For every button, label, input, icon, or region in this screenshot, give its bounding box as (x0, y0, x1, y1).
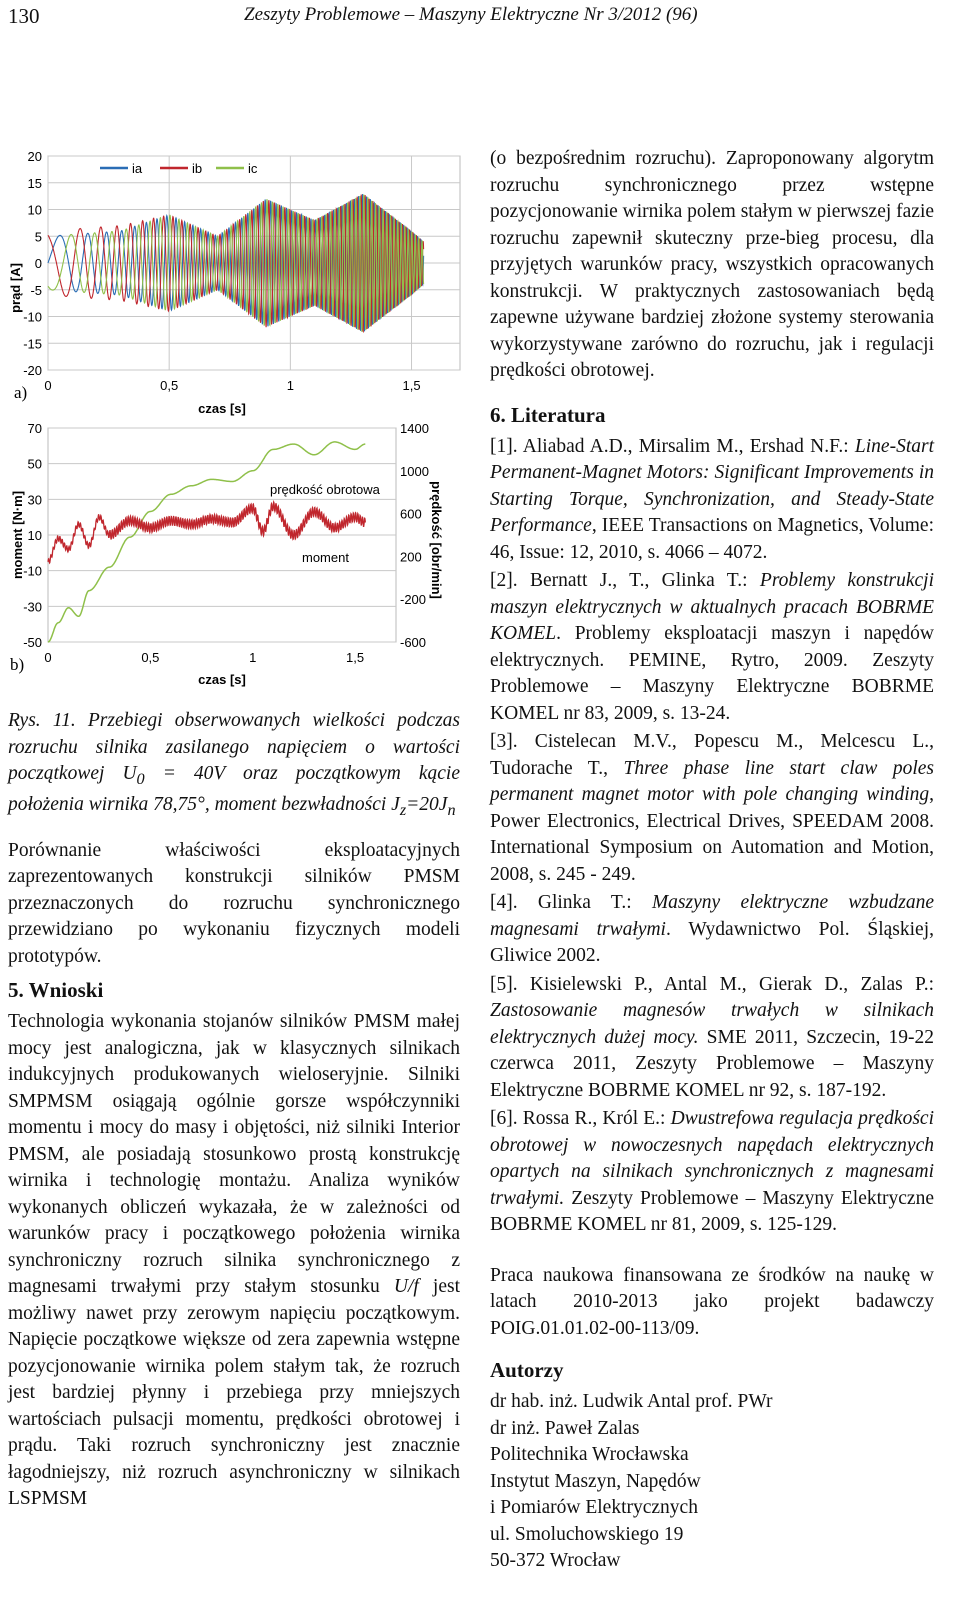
reference-details: . Wydawnictwo Pol. Śląskiej, Gliwice 2002. (490, 918, 934, 966)
chart-moment-speed (0, 420, 470, 690)
chart-a-xtick: 0 (44, 378, 52, 393)
chart-b-yticks (23, 421, 42, 650)
legend-label-ib: ib (192, 161, 203, 176)
chart-b-ytick: -10 (23, 563, 42, 579)
reference-item (490, 972, 934, 1105)
page-number: 130 (8, 4, 40, 28)
chart-b-ytick-right: -600 (400, 635, 427, 650)
reference-details: SME 2011, Szczecin, 19-22 czerwca 2011, Zeszyty Problemowe – Maszyny Elektryczne BOBRME KOMEL nr 92, s. 187-192. (490, 1026, 934, 1101)
paragraph-continuation: (o bezpośrednim rozruchu). Zaproponowany algorytm rozruchu synchronicznego przez wstępne pozycjonowanie wirnika polem stałym w pierwszej fazie rozruchu zapewnił skuteczny prze-bieg procesu, dla przyjętych warunków pracy, wszystkich opracowanych konstrukcji. W praktycznych zastosowaniach będą zapewne używane bardziej złożone systemy sterowania wykorzystywane zarówno do rozruchu, jak i regulacji prędkości obrotowej. (490, 148, 935, 381)
chart-a-ytick: 10 (27, 202, 42, 218)
chart-b-ytick: 30 (27, 492, 42, 508)
reference-title: Dwustrefowa regulacja prędkości obrotowej w nowoczesnych napędach elektrycznych opartych na silnikach synchronicznych z magnesami trwałymi. (490, 1108, 934, 1209)
legend-label-ic: ic (248, 161, 258, 176)
reference-authors: [4]. Glinka T.: (490, 892, 652, 913)
reference-authors: [1]. Aliabad A.D., Mirsalim M., Ershad N.F.: (490, 435, 855, 457)
reference-authors: [2]. Bernatt J., T., Glinka T.: (490, 570, 760, 591)
chart-b-ytick-right: 1400 (400, 421, 429, 436)
funding-note: Praca naukowa finansowana ze środków na naukę w latach 2010-2013 jako projekt badawczy POIG.01.01.02-00-113/09. (490, 1264, 934, 1339)
caption-text-2: = 40V oraz początkowym kącie położenia wirnika 78,75°, moment bezwładności J (8, 763, 460, 816)
author-line: ul. Smoluchowskiego 19 (490, 1523, 684, 1545)
caption-text-3: =20J (406, 794, 448, 816)
section-5-title: 5. Wnioski (8, 978, 104, 1003)
reference-details: Zeszyty Problemowe – Maszyny Elektryczne BOBRME KOMEL nr 81, 2009, s. 125-129. (490, 1187, 934, 1235)
section-6-title: 6. Literatura (490, 402, 606, 427)
conclusions-text-b: jest możliwy nawet przy zerowym napięciu początkowym. Napięcie początkowe większe od zera zapewnia wstępne pozycjonowanie wirnika polem stałym tak, że rozruch jest bardziej płynny i przebiega przy mniejszych wartościach pulsacji momentu, prędkości obrotowej i prądu. Taki rozruch synchroniczny jest znacznie łagodniejszy, niż rozruch asynchroniczny w silnikach LSPMSM (8, 1276, 460, 1510)
chart-b-xtick: 1 (249, 650, 257, 665)
chart-b-series-line-speed (48, 442, 365, 642)
author-line: dr hab. inż. Ludwik Antal prof. PWr (490, 1391, 773, 1412)
chart-b-xticks (44, 650, 364, 665)
reference-title: Maszyny elektryczne wzbudzane magnesami trwałymi (490, 892, 935, 940)
reference-authors: [3]. Cistelecan M.V., Popescu M., Melcescu L., Tudorache T., (490, 731, 934, 779)
conclusions-uf: U/f (393, 1276, 419, 1298)
chart-a-ylabel-text: prąd [A] (8, 263, 23, 313)
author-line: 50-372 Wrocław (490, 1550, 621, 1571)
reference-item (490, 729, 934, 888)
chart-a-panel-label: a) (14, 383, 28, 402)
reference-title: Line-Start Permanent-Magnet Motors: Significant Improvements in Starting Torque, Synchronization, and Steady-State Performance (490, 435, 934, 536)
chart-b-ytick-right: -200 (400, 592, 427, 608)
caption-sub-z: z (399, 801, 407, 820)
caption-sub-n: n (447, 801, 456, 820)
chart-b-ytick-right: 600 (400, 506, 422, 522)
chart-b-yticks-right (400, 421, 429, 650)
chart-b-ytick: -30 (23, 599, 42, 615)
chart-b-ylabel: moment [N·m] (10, 490, 25, 580)
right-column (490, 146, 934, 1575)
chart-b-series (48, 442, 365, 642)
reference-details: . Problemy eksploatacji maszyn i napędów elektrycznych. PEMINE, Rytro, 2009. Zeszyty Problemowe – Maszyny Elektryczne BOBRME KOMEL nr 83, 2009, s. 13-24. (490, 623, 934, 724)
caption-sub-0: 0 (136, 769, 145, 788)
chart-a-ytick: -20 (23, 363, 42, 378)
reference-item (490, 890, 934, 970)
chart-b-ytick: -50 (23, 635, 42, 650)
chart-b-xlabel: czas [s] (198, 672, 246, 687)
chart-b-ytick: 70 (27, 421, 42, 436)
authors-list (490, 1389, 934, 1575)
paragraph-conclusions (8, 1009, 460, 1513)
chart-a-xtick: 1,5 (402, 378, 421, 393)
reference-title: Problemy konstrukcji maszyn elektrycznych w aktualnych pracach BOBRME KOMEL (490, 570, 935, 644)
reference-item (490, 434, 934, 567)
chart-a-xticks (44, 378, 420, 393)
chart-b-ylabel-right: prędkość [obr/min] (429, 481, 444, 599)
chart-a-ytick: 5 (34, 229, 42, 245)
chart-b-ytick-right: 1000 (400, 463, 429, 479)
chart-b-xtick: 0 (44, 650, 52, 665)
reference-item (490, 568, 934, 727)
chart-b-xtick: 0,5 (141, 650, 160, 665)
author-line: Instytut Maszyn, Napędów (490, 1470, 701, 1492)
reference-title: Three phase line start claw poles permanent magnet motor with pole changing winding (490, 757, 935, 805)
authors-title: Autorzy (490, 1358, 564, 1382)
chart-a-ytick: 0 (34, 256, 42, 271)
left-column (8, 708, 460, 1513)
chart-b-panel-label: b) (10, 655, 25, 674)
chart-a-xtick: 0,5 (160, 378, 179, 393)
author-line: Politechnika Wrocławska (490, 1444, 689, 1465)
chart-b-ytick-right: 200 (400, 549, 422, 565)
conclusions-text-a: Technologia wykonania stojanów silników PMSM małej mocy jest analogiczna, jak w klasycznych silnikach indukcyjnych produkowanych wieloseryjnie. Silniki SMPMSM osiągają ogólnie gorsze współczynniki momentu i mocy do masy i objętości, niż silniki Interior PMSM, ale posiadają stosunkowo prostą konstrukcję wirnika i technologię montażu. Analiza wyników wykonanych obliczeń wykazała, że w zależności od warunków pracy i początkowego położenia wirnika synchroniczny rozruch silnika synchronicznego z magnesami trwałymi przy stałym stosunku (8, 1011, 460, 1298)
chart-a-ytick: 15 (27, 175, 42, 191)
chart-b-grid (48, 428, 396, 642)
chart-a-ytick: -10 (23, 309, 42, 325)
reference-title: Zastosowanie magnesów trwałych w silnikach elektrycznych dużej mocy. (490, 1000, 934, 1048)
chart-a-ytick: -15 (23, 336, 42, 352)
chart-b-xtick: 1,5 (346, 650, 365, 665)
chart-a-ytick: -5 (30, 282, 42, 298)
journal-header: Zeszyty Problemowe – Maszyny Elektryczne Nr 3/2012 (96) (244, 4, 698, 25)
reference-details: , IEEE Transactions on Magnetics, Volume: 46, Issue: 12, 2010, s. 4066 – 4072. (490, 515, 934, 563)
legend-label-ia: ia (132, 161, 143, 176)
chart-a-xtick: 1 (286, 378, 294, 393)
chart-b-annotation-speed: prędkość obrotowa (270, 482, 380, 497)
chart-b-ytick: 50 (27, 456, 42, 472)
reference-details: , Power Electronics, Electrical Drives, SPEEDAM 2008. International Symposium on Automation and Motion, 2008, s. 245 - 249. (490, 784, 934, 885)
caption-prefix: Rys. 11. (8, 710, 76, 731)
chart-a-ytick: 20 (27, 149, 42, 164)
chart-a-yticks (23, 149, 42, 378)
chart-b-ytick: 10 (27, 528, 42, 543)
chart-b-annotation-moment: moment (302, 550, 349, 565)
reference-authors: [6]. Rossa R., Król E.: (490, 1108, 671, 1129)
reference-authors: [5]. Kisielewski P., Antal M., Gierak D., Zalas P.: (490, 973, 934, 995)
chart-current (0, 148, 470, 420)
author-line: i Pomiarów Elektrycznych (490, 1497, 698, 1518)
paragraph-comparison: Porównanie właściwości eksploatacyjnych zaprezentowanych konstrukcji silników PMSM przeznaczonych do rozruchu synchronicznego przewidziano po wykonaniu fizycznych modeli prototypów. (8, 839, 460, 967)
chart-a-legend (100, 161, 258, 176)
figure-caption (8, 708, 460, 824)
references-list (490, 434, 934, 1239)
author-line: dr inż. Paweł Zalas (490, 1417, 640, 1439)
caption-text: Przebiegi obserwowanych wielkości podczas rozruchu silnika zasilanego napięciem o wartości początkowej U (8, 710, 461, 784)
chart-a-xlabel: czas [s] (198, 401, 246, 416)
reference-item (490, 1106, 934, 1239)
